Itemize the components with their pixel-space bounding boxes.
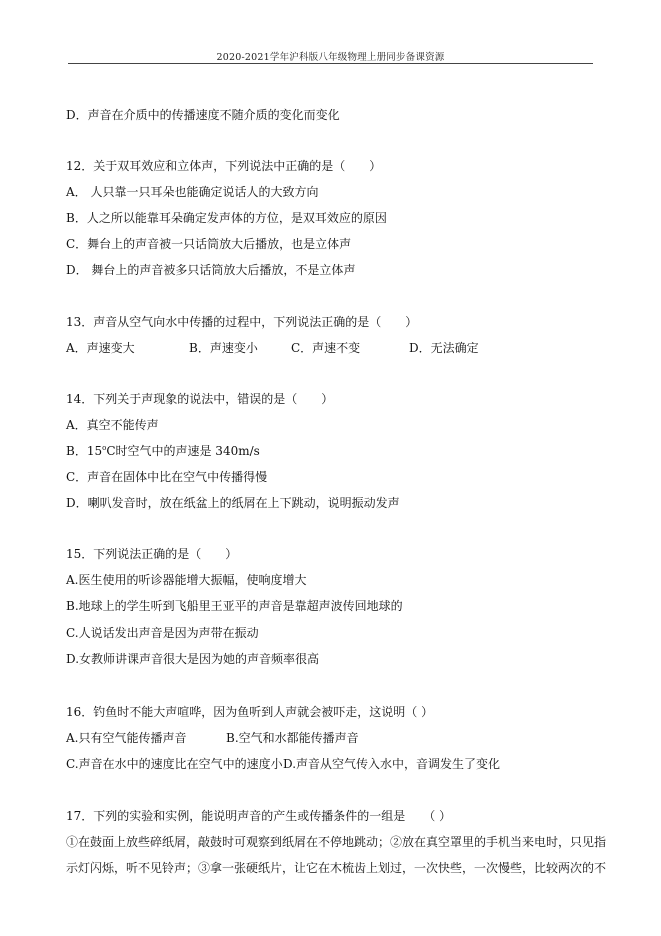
q14-option-c: C．声音在固体中比在空气中传播得慢 bbox=[66, 470, 268, 484]
q12-option-b: B．人之所以能靠耳朵确定发声体的方位，是双耳效应的原因 bbox=[66, 211, 387, 225]
q16-option-b: B.空气和水都能传播声音 bbox=[226, 731, 359, 745]
q13-option-c: C．声速不变 bbox=[291, 341, 361, 355]
q14-option-b-suffix: C时空气中的声速是 340m/s bbox=[106, 444, 260, 458]
q14-option-a: A．真空不能传声 bbox=[66, 418, 159, 432]
degree-mark: o bbox=[102, 444, 107, 452]
q14-option-b-prefix: B．15 bbox=[66, 444, 103, 458]
q16-option-d: D.声音从空气传入水中，音调发生了变化 bbox=[283, 757, 501, 771]
q15-option-a: A.医生使用的听诊器能增大振幅，使响度增大 bbox=[66, 573, 307, 587]
q15-option-d: D.女教师讲课声音很大是因为她的声音频率很高 bbox=[66, 652, 320, 666]
page-header: 2020-2021学年沪科版八年级物理上册同步备课资源 bbox=[216, 52, 445, 63]
q14-option-b bbox=[66, 443, 260, 459]
q12-option-a: A． 人只靠一只耳朵也能确定说话人的大致方向 bbox=[66, 185, 319, 199]
q13-option-d: D．无法确定 bbox=[409, 341, 479, 355]
q13-option-a: A．声速变大 bbox=[66, 341, 135, 355]
q15-option-b: B.地球上的学生听到飞船里王亚平的声音是靠超声波传回地球的 bbox=[66, 599, 403, 613]
q12-option-c: C．舞台上的声音被一只话筒放大后播放，也是立体声 bbox=[66, 237, 352, 251]
q16-stem: 16．钓鱼时不能大声喧哗，因为鱼听到人声就会被吓走，这说明（ ） bbox=[66, 705, 434, 719]
q14-stem: 14．下列关于声现象的说法中，错误的是（ ） bbox=[66, 392, 334, 406]
q17-stem: 17．下列的实验和实例，能说明声音的产生或传播条件的一组是 （ ） bbox=[66, 809, 452, 823]
q16-option-c: C.声音在水中的速度比在空气中的速度小 bbox=[66, 757, 283, 771]
q13-stem: 13．声音从空气向水中传播的过程中，下列说法正确的是（ ） bbox=[66, 315, 418, 329]
q15-option-c: C.人说话发出声音是因为声带在振动 bbox=[66, 626, 259, 640]
q16-option-a: A.只有空气能传播声音 bbox=[66, 731, 187, 745]
q14-option-d: D．喇叭发音时，放在纸盆上的纸屑在上下跳动，说明振动发声 bbox=[66, 496, 400, 510]
q15-stem: 15．下列说法正确的是（ ） bbox=[66, 547, 238, 561]
header-divider bbox=[68, 63, 593, 64]
q17-body-line-2: 示灯闪烁，听不见铃声；③拿一张硬纸片，让它在木梳齿上划过，一次快些，一次慢些，比较两次的不 bbox=[66, 861, 607, 875]
q11-option-d: D．声音在介质中的传播速度不随介质的变化而变化 bbox=[66, 108, 340, 122]
q13-option-b: B．声速变小 bbox=[189, 341, 258, 355]
q17-body-line-1: ①在鼓面上放些碎纸屑，敲鼓时可观察到纸屑在不停地跳动；②放在真空罩里的手机当来电时，只见指 bbox=[66, 835, 607, 849]
q12-stem: 12．关于双耳效应和立体声，下列说法中正确的是（ ） bbox=[66, 159, 382, 173]
q12-option-d: D． 舞台上的声音被多只话筒放大后播放，不是立体声 bbox=[66, 263, 356, 277]
